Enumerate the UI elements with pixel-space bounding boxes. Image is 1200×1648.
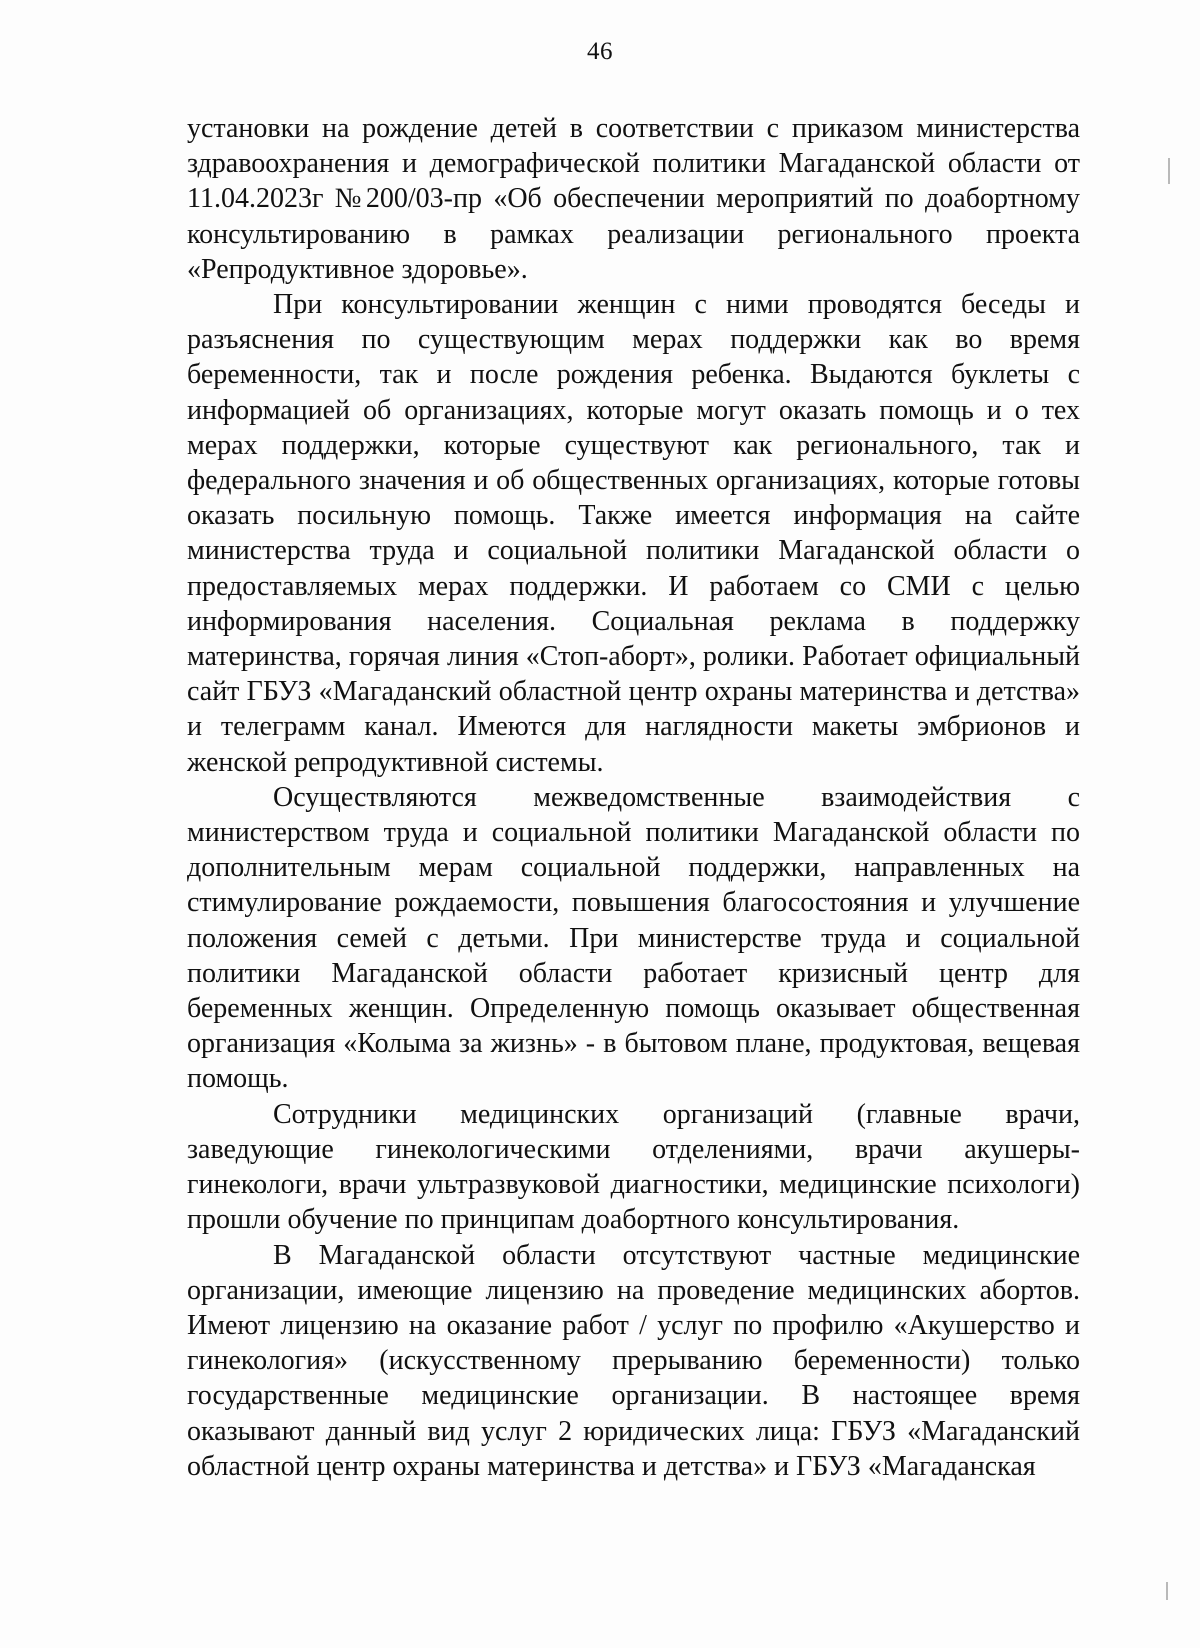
scan-margin-mark — [1168, 158, 1170, 184]
paragraph-3: Осуществляются межведомственные взаимодействия с министерством труда и социальной политики Магаданской области по дополнительным мерам социальной поддержки, направленных на стимулирование рождаемости, повышения благосостояния и улучшение положения семей с детьми. При министерстве труда и социальной политики Магаданской области работает кризисный центр для беременных женщин. Определенную помощь оказывает общественная организация «Колыма за жизнь» - в бытовом плане, продуктовая, вещевая помощь. — [187, 781, 1080, 1095]
page-number: 46 — [587, 38, 613, 65]
scan-margin-mark — [1166, 1582, 1168, 1600]
paragraph-2: При консультировании женщин с ними проводятся беседы и разъяснения по существующим мерах поддержки как во время беременности, так и после рождения ребенка. Выдаются буклеты с информацией об организациях, которые могут оказать помощь и о тех мерах поддержки, которые существуют как регионального, так и федерального значения и об общественных организациях, которые готовы оказать посильную помощь. Также имеется информация на сайте министерства труда и социальной политики Магаданской области о предоставляемых мерах поддержки. И работаем со СМИ с целью информирования населения. Социальная реклама в поддержку материнства, горячая линия «Стоп-аборт», ролики. Работает официальный сайт ГБУЗ «Магаданский областной центр охраны материнства и детства» и телеграмм канал. Имеются для наглядности макеты эмбрионов и женской репродуктивной системы. — [187, 289, 1080, 778]
paragraph-4: Сотрудники медицинских организаций (главные врачи, заведующие гинекологическими отделениями, врачи акушеры-гинекологи, врачи ультразвуковой диагностики, медицинские психологи) прошли обучение по принципам доабортного консультирования. — [187, 1098, 1080, 1236]
paragraph-5: В Магаданской области отсутствуют частные медицинские организации, имеющие лицензию на проведение медицинских абортов. Имеют лицензию на оказание работ / услуг по профилю «Акушерство и гинекология» (искусственному прерыванию беременности) только государственные медицинские организации. В настоящее время оказывают данный вид услуг 2 юридических лица: ГБУЗ «Магаданский областной центр охраны материнства и детства» и ГБУЗ «Магаданская — [187, 1239, 1080, 1482]
paragraph-1: установки на рождение детей в соответствии с приказом министерства здравоохранения и демографической политики Магаданской области от 11.04.2023г №200/03-пр «Об обеспечении мероприятий по доабортному консультированию в рамках реализации регионального проекта «Репродуктивное здоровье». — [187, 113, 1080, 285]
document-body — [187, 111, 1080, 1484]
